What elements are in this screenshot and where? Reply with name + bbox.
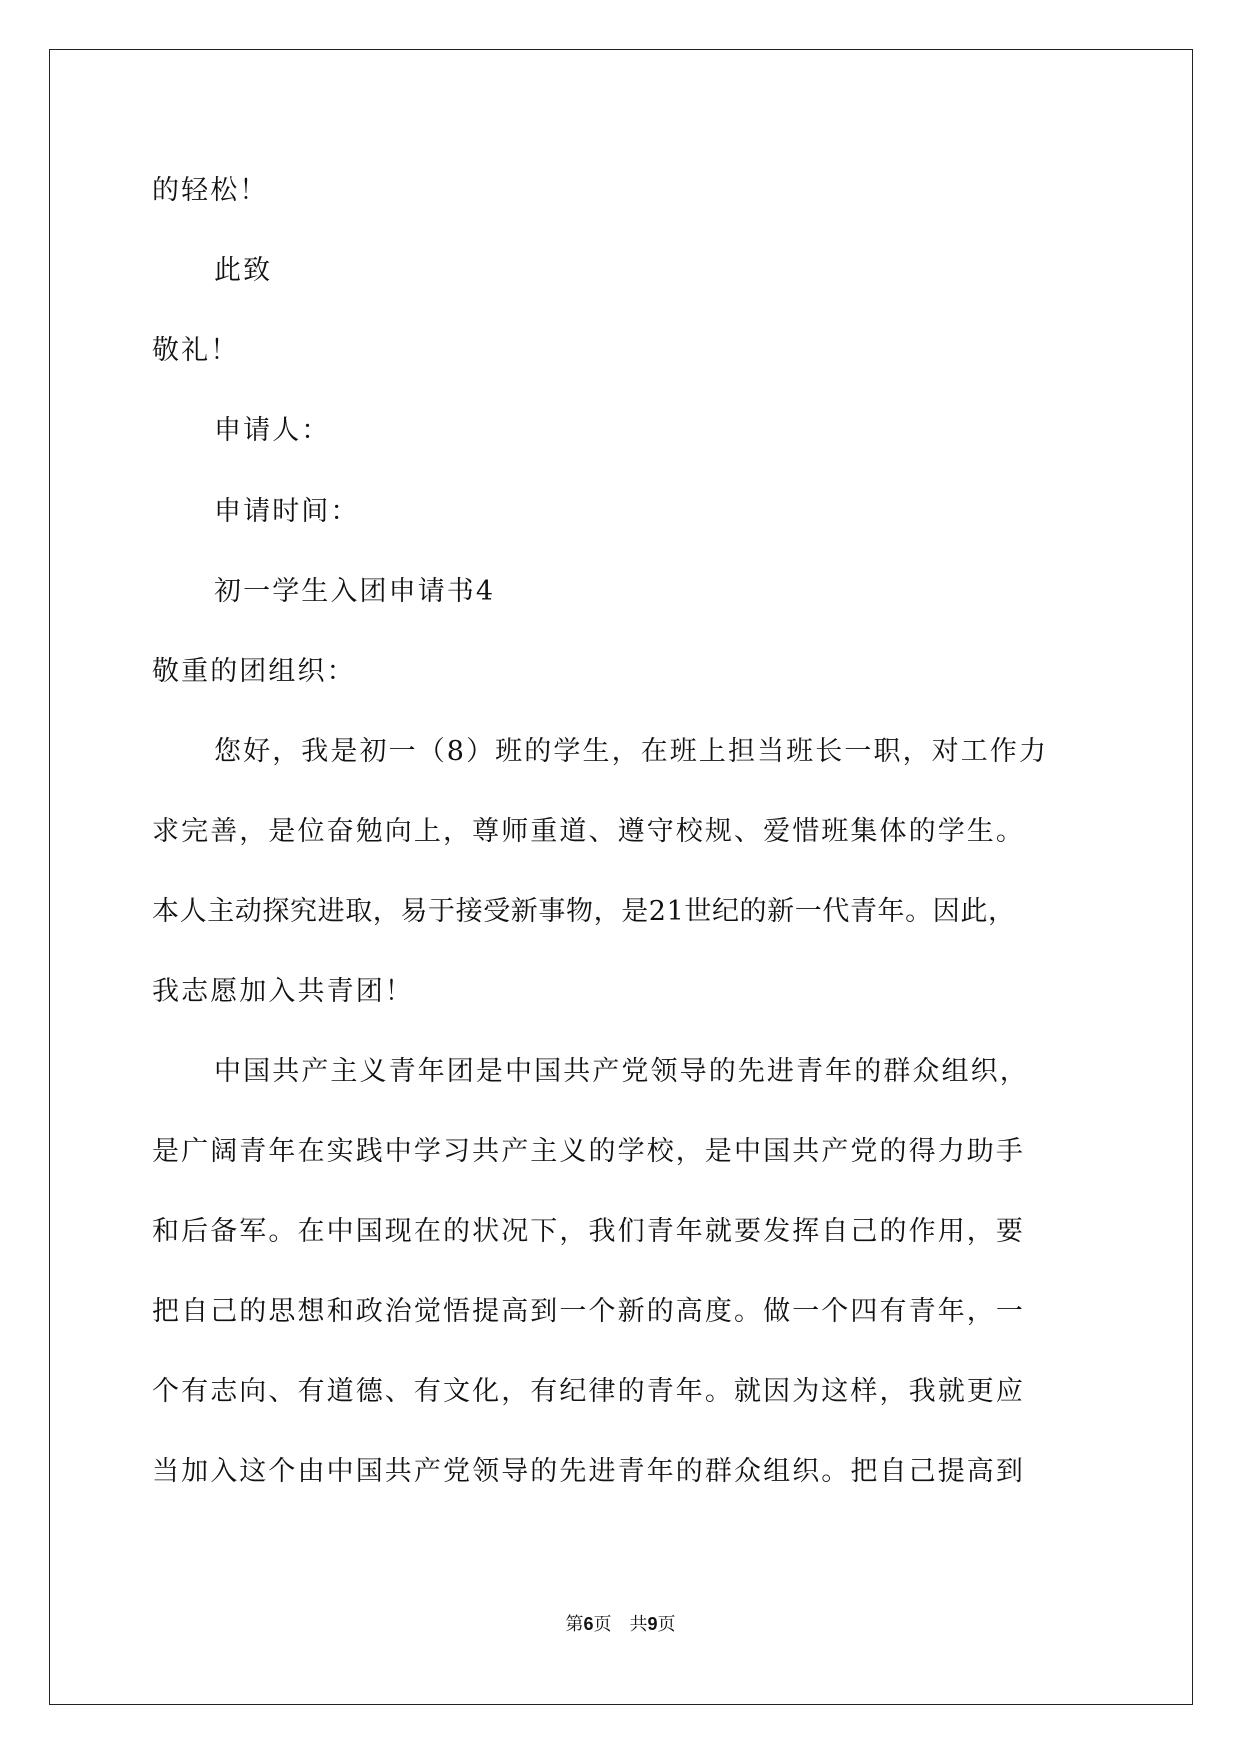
text-line: 个有志向、有道德、有文化，有纪律的青年。就因为这样，我就更应 [152, 1376, 1025, 1407]
text-line: 和后备军。在中国现在的状况下，我们青年就要发挥自己的作用，要 [152, 1216, 1025, 1247]
footer-page-number: 6 [583, 1614, 594, 1634]
text-line: 求完善，是位奋勉向上，尊师重道、遵守校规、爱惜班集体的学生。 [152, 816, 1025, 847]
text-line: 此致 [214, 255, 273, 286]
section-heading: 初一学生入团申请书4 [214, 576, 496, 607]
text-line: 当加入这个由中国共产党领导的先进青年的群众组织。把自己提高到 [152, 1456, 1025, 1487]
text-line: 申请人： [214, 415, 331, 446]
footer-mid: 页 共 [593, 1614, 648, 1635]
text-line: 申请时间： [214, 496, 360, 527]
footer-prefix: 第 [565, 1614, 584, 1635]
text-line: 您好，我是初一（8）班的学生，在班上担当班长一职，对工作力 [214, 736, 1049, 767]
text-line: 的轻松！ [152, 175, 269, 206]
text-line: 本人主动探究进取，易于接受新事物，是21世纪的新一代青年。因此， [152, 896, 1016, 927]
text-line: 中国共产主义青年团是中国共产党领导的先进青年的群众组织， [214, 1056, 1029, 1087]
text-line: 是广阔青年在实践中学习共产主义的学校，是中国共产党的得力助手 [152, 1136, 1025, 1167]
text-line: 敬重的团组织： [152, 656, 356, 687]
footer-total-pages: 9 [647, 1614, 658, 1634]
footer-suffix: 页 [657, 1614, 676, 1635]
text-line: 敬礼！ [152, 335, 240, 366]
page-footer [0, 1610, 1241, 1636]
text-line: 我志愿加入共青团！ [152, 976, 414, 1007]
text-line: 把自己的思想和政治觉悟提高到一个新的高度。做一个四有青年，一 [152, 1296, 1025, 1327]
